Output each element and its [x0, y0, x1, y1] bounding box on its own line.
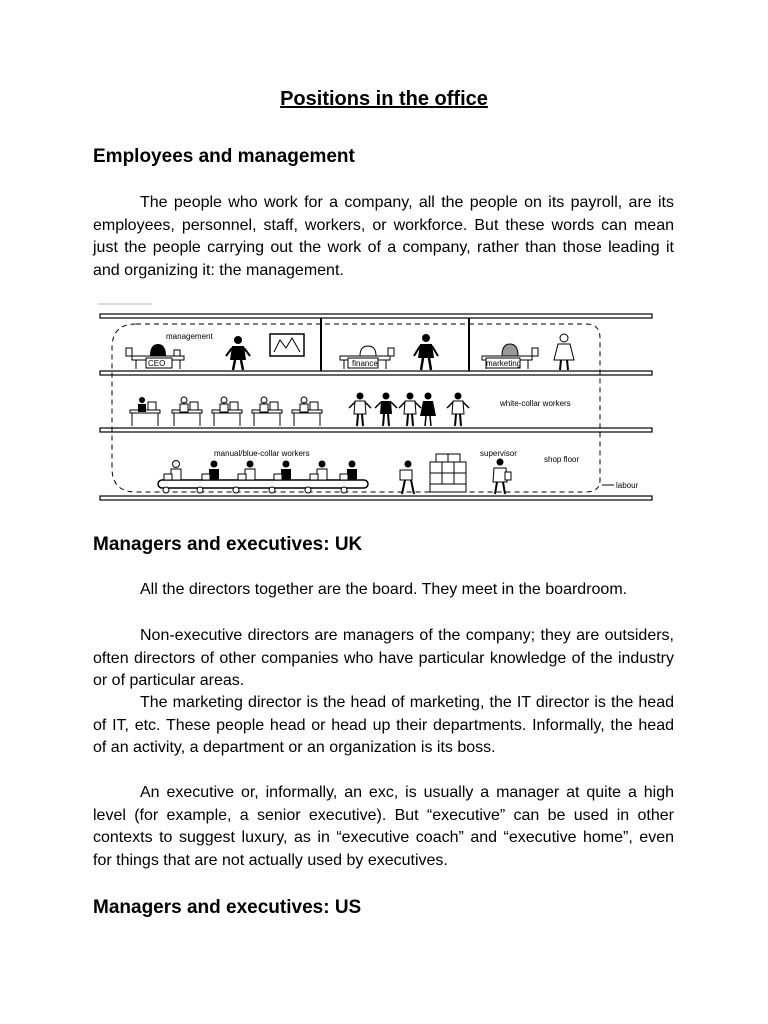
- white-collar-standing: [349, 393, 469, 427]
- label-white-collar: white-collar workers: [500, 399, 571, 408]
- label-ceo: CEO: [148, 359, 166, 368]
- office-positions-illustration: [96, 298, 656, 511]
- paragraph-uk-heads: The marketing director is the head of marketing, the IT director is the head of IT, etc. These people head or head up their departments. Informally, the head of an activity, a department or an organization is its boss.: [93, 694, 674, 756]
- section-heading-us: Managers and executives: US: [93, 897, 362, 918]
- section-heading-employees: Employees and management: [93, 146, 355, 167]
- label-shop-floor: shop floor: [544, 455, 580, 464]
- assembly-line: [158, 461, 368, 494]
- label-labour: labour: [616, 481, 639, 490]
- page-title: Positions in the office: [280, 88, 488, 110]
- label-management: management: [166, 332, 213, 341]
- office-building-diagram: [96, 298, 656, 506]
- carrying-worker: [400, 461, 414, 495]
- supervisor-figure: [493, 459, 511, 495]
- paragraph-uk-board: All the directors together are the board. They meet in the boardroom.: [140, 581, 628, 598]
- label-supervisor: supervisor: [480, 449, 517, 458]
- white-collar-desks: [130, 397, 322, 426]
- paragraph-uk-executive: An executive or, informally, an exc, is usually a manager at quite a high level (for example, a senior executive). But “executive” can be used in other contexts to suggest luxury, as in “executive coach” and “executive home”, even for things that are not actually used by executives.: [93, 784, 674, 869]
- paragraph-employees: The people who work for a company, all the people on its payroll, are its employees, personnel, staff, workers, or workforce. But these words can mean just the people carrying out the work of a company, rather than those leading it and organizing it: the management.: [93, 194, 674, 279]
- paragraph-uk-non-executive: Non-executive directors are managers of the company; they are outsiders, often directors of other companies who have particular knowledge of the industry or of particular areas.: [93, 627, 674, 689]
- pallet-boxes: [430, 454, 466, 492]
- label-manual-workers: manual/blue-collar workers: [214, 449, 310, 458]
- label-finance: finance: [352, 359, 378, 368]
- label-marketing: marketing: [486, 359, 522, 368]
- section-heading-uk: Managers and executives: UK: [93, 534, 363, 555]
